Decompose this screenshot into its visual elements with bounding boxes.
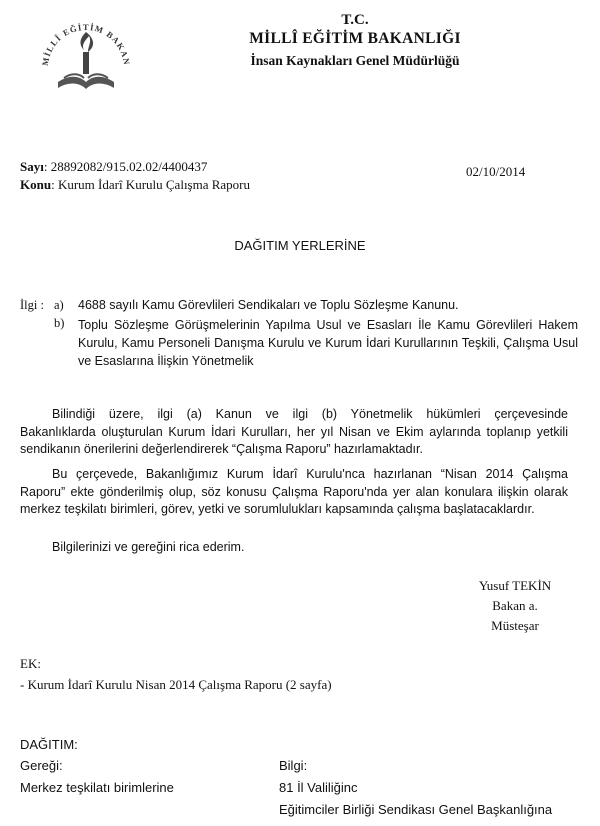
bilgi-item: Eğitimciler Birliği Sendikası Genel Başkanlığına [279,802,553,817]
geregi-column [20,755,174,799]
sayi-label: Sayı [20,159,44,174]
ilgi-a-text: 4688 sayılı Kamu Görevlileri Sendikaları ve Toplu Sözleşme Kanunu. [78,298,459,312]
bilgi-label: Bilgi: [279,758,308,773]
signature-role: Bakan a. [492,598,538,613]
ilgi-b-letter: b) [54,316,65,330]
ilgi-label: İlgi : [20,298,44,312]
header-ministry: MİLLÎ EĞİTİM BAKANLIĞI [249,30,461,47]
paragraph-3: Bilgilerinizi ve gereğini rica ederim. [52,540,245,554]
bilgi-item: 81 İl Valiliğinc [279,780,358,795]
ilgi-a-letter: a) [54,298,64,312]
signature-name: Yusuf TEKİN [478,578,552,593]
geregi-item: Merkez teşkilatı birimlerine [20,780,174,795]
paragraph-1-rest: Bakanlıklarda oluşturulan Kurum İdari Kurulları, her yıl Nisan ve Ekim aylarında toplanıp yetkili sendikanın önerilerini değerlendirerek “Çalışma Raporu” hazırlamaktadır. [20,424,568,456]
signature-title: Müsteşar [491,618,539,633]
sayi-value: : 28892082/915.02.02/4400437 [43,159,208,174]
konu-label: Konu [20,177,52,192]
paragraph-1 [20,406,568,459]
header-tc: T.C. [341,12,369,28]
ilgi-b [20,316,580,370]
ilgi-a [20,298,580,313]
bilgi-column [279,755,552,821]
ministry-logo [34,8,138,112]
ilgi-b-text: Toplu Sözleşme Görüşmelerinin Yapılma Usul ve Esasları İle Kamu Görevlileri Hakem Kurulu, Kamu Personeli Danışma Kurulu ve Kurum İdari Kurullarının Teşkili, Çalışma Usul ve Esaslarına İlişkin Yönetmelik [78,318,578,368]
ilgi-section [20,298,580,370]
header-directorate: İnsan Kaynakları Genel Müdürlüğü [250,53,460,68]
paragraph-1-first-line: Bilindiği üzere, ilgi (a) Kanun ve ilgi (b) Yönetmelik hükümleri çerçevesinde [52,407,568,421]
geregi-label: Gereği: [20,758,63,773]
sayi-line [20,159,207,175]
konu-line [20,177,250,193]
svg-text:T.C. MİLLÎ EĞİTİM BAKANLIĞI: MİLLÎ EĞİTİM BAKAN [39,21,133,67]
ek-label: EK: [20,656,41,671]
document-date: 02/10/2014 [466,164,526,179]
konu-value: : Kurum İdarî Kurulu Çalışma Raporu [51,177,251,192]
paragraph-2-rest: Raporu” ekte gönderilmiş olup, söz konusu Çalışma Raporu'nda yer alan konulara ilişkin olarak merkez teşkilatı birimleri, görev, yetki ve sorumlulukları kapsamında çalışma başlatacaklardır. [20,484,568,516]
paragraph-2 [20,466,568,519]
dagitim-label: DAĞITIM: [20,737,78,752]
distribution-title: DAĞITIM YERLERİNE [234,238,366,253]
paragraph-2-first-line: Bu çerçevede, Bakanlığımız Kurum İdarî Kurulu'nca hazırlanan “Nisan 2014 Çalışma [52,467,568,481]
ek-item: - Kurum İdarî Kurulu Nisan 2014 Çalışma Raporu (2 sayfa) [20,677,332,692]
